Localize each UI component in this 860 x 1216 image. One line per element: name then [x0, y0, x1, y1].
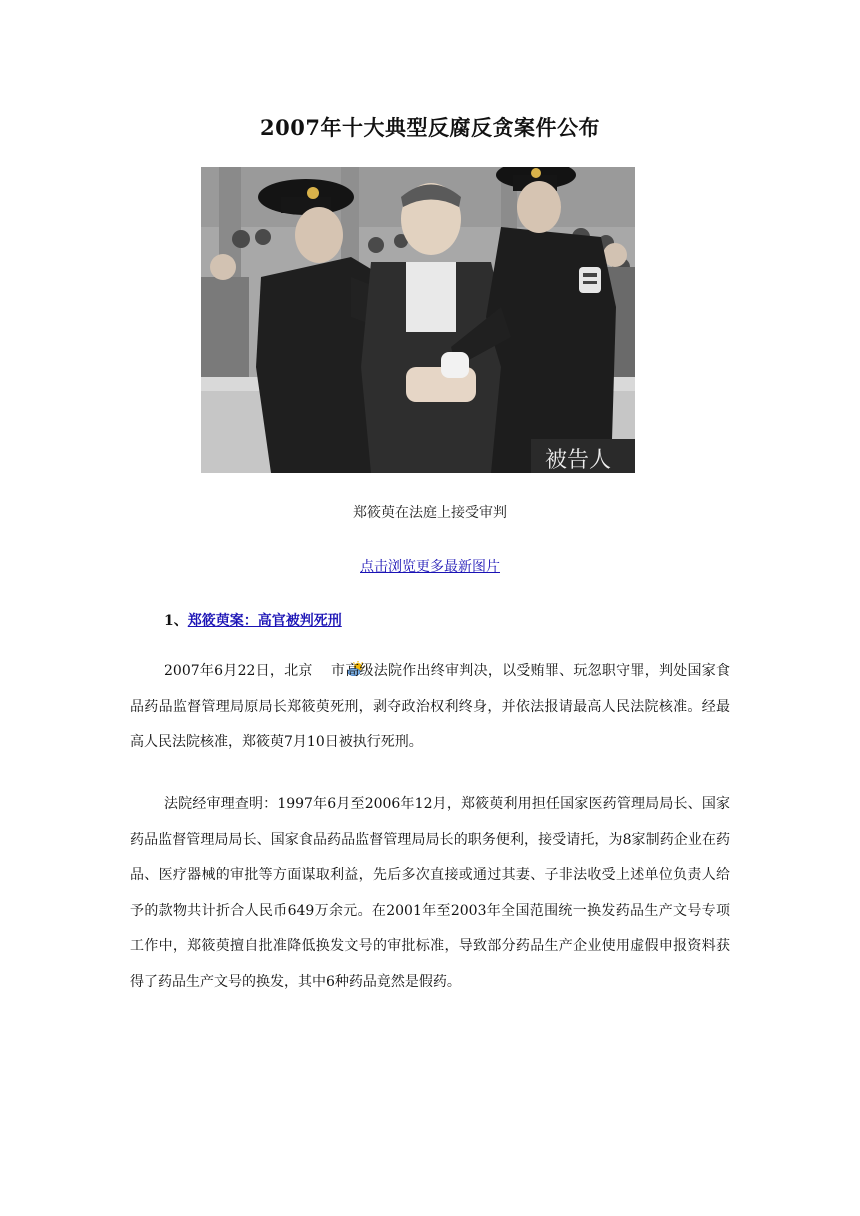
paragraph-1-rest: 市高级法院作出终审判决，以受贿罪、玩忽职守罪，判处国家食品药品监督管理局原局长郑筱萸死刑，剥夺政治权利终身，并依法报请最高人民法院核准。经最高人民法院核准，郑筱萸7月10日被执行死刑。	[130, 663, 730, 751]
case-title-link[interactable]: 郑筱萸案：高官被判死刑	[187, 613, 342, 629]
case-number: 1、	[164, 613, 188, 629]
page-title: 2007年十大典型反腐反贪案件公布	[260, 115, 600, 140]
more-images-link[interactable]: 点击浏览更多最新图片	[360, 559, 500, 575]
paragraph-1	[130, 654, 730, 761]
paragraph-2: 法院经审理查明：1997年6月至2006年12月，郑筱萸利用担任国家医药管理局局长、国家药品监督管理局局长、国家食品药品监督管理局局长的职务便利，接受请托，为8家制药企业在药品、医疗器械的审批等方面谋取利益，先后多次直接或通过其妻、子非法收受上述单位负责人给予的款物共计折合人民币649万余元。在2001年至2003年全国范围统一换发药品生产文号专项工作中，郑筱萸擅自批准降低换发文号的审批标准，导致部分药品生产企业使用虚假申报资料获得了药品生产文号的换发，其中6种药品竟然是假药。	[130, 796, 730, 990]
more-images-link-wrap	[0, 556, 860, 576]
weather-sun-cloud-icon[interactable]	[313, 656, 331, 672]
photo-caption: 郑筱萸在法庭上接受审判	[353, 505, 507, 521]
case-heading	[164, 610, 342, 630]
court-photo	[201, 167, 635, 473]
sign-text: 被告人	[545, 448, 612, 473]
paragraph-1-start: 2007年6月22日，北京	[164, 663, 313, 679]
